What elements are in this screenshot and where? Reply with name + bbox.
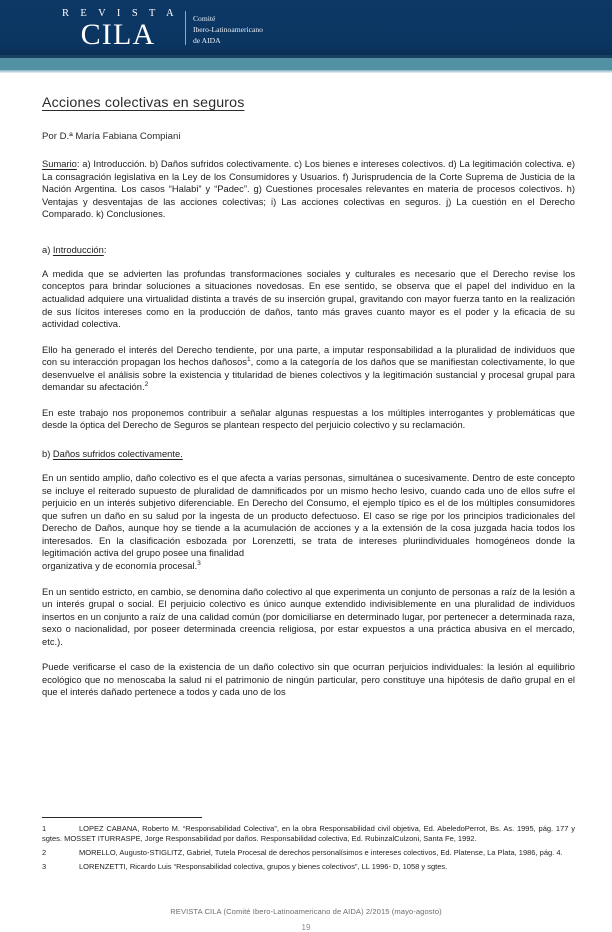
logo-subtitle-line-1: Comité [192,14,216,23]
section-b-title: Daños sufridos colectivamente. [52,449,183,459]
footnote-text: LOPEZ CABANA, Roberto M. “Responsabilidad Colectiva”, en la obra Responsabilidad civil objetiva, Ed. AbeledoPerrot, Bs. As. 1995, pág. 177 y sgtes. MOSSET ITURRASPE, Jorge Responsabilidad por daños. Responsabilidad colectiva, Ed. RubinzalCulzoni, Santa Fe, 1992. [42,824,575,843]
page-title: Acciones colectivas en seguros [42,95,245,111]
logo-vertical-divider [185,11,186,45]
footnote-ref-1: 1 [246,356,251,364]
footnote-item [42,848,575,858]
section-b-prefix: b) [42,449,53,459]
footnote-item [42,824,575,844]
section-a-prefix: a) [42,244,53,255]
paragraph-intro-2-part-a: Ello ha generado el interés del Derecho tendiente, por una parte, a imputar responsabilidad a la pluralidad de individuos que con su interacción propagan los hechos dañosos [42,344,575,368]
footnote-ref-3: 3 [197,559,201,567]
logo-wordmark [58,9,178,49]
paragraph-b-1 [42,472,575,560]
document-page [0,95,612,932]
footnote-number: 3 [42,861,47,871]
footnote-text: LORENZETTI, Ricardo Luis “Responsabilidad colectiva, grupos y bienes colectivos”, LL 1996- D, 1058 y sgtes. [79,861,448,871]
section-a-title: Introducción [52,244,104,255]
paragraph-intro-1: A medida que se advierten las profundas transformaciones sociales y culturales es necesario que el Derecho revise los conceptos para brindar soluciones a situaciones novedosas. En ese sentido, se observa que el papel del individuo en la actualidad adquiere una virtualidad distinta a través de su inserción grupal, gravitando con mayor fuerza tanto en la realización de sus lícitos intereses como en la producción de daños, tanto más graves cuanto mayor es el poder y la eficacia de su actividad colectiva. [42,268,575,330]
paragraph-b-2: En un sentido estricto, en cambio, se denomina daño colectivo al que experimenta un conjunto de personas a raíz de la lesión a un interés grupal o social. El perjuicio colectivo es único aunque extendido indivisiblemente en una pluralidad de individuos insertos en un conjunto a raíz de una calidad común (por domiciliarse en determinado lugar, por pertenecer a determinada raza, sexo o nacionalidad, por poseer determinada creencia religiosa, por estar expuestos a una práctica abusiva en el mercado, etc.). [42,586,575,647]
paragraph-intro-2-part-b: , como a la categoría de los daños que se manifiestan colectivamente, lo que desenvuelve el análisis sobre la existencia y titularidad de bienes colectivos y la legitimación sustancial y procesal grupal para demandar su afectación. [42,357,575,393]
masthead-banner [0,0,612,73]
paragraph-intro-3: En este trabajo nos proponemos contribuir a señalar algunas respuestas a los múltiples interrogantes y problemáticas que desde la óptica del Derecho de Seguros se plantean respecto del perjuicio colectivo y su reclamación. [42,407,575,431]
masthead-teal-fade [0,70,612,73]
article-author: Por D.ª María Fabiana Compiani [42,131,181,142]
footnote-item [42,862,575,872]
logo-subtitle [193,13,263,49]
page-footer [0,907,612,932]
paragraph-b-1-part-a: En un sentido amplio, daño colectivo es el que afecta a varias personas, simultánea o sucesivamente. Dentro de este concepto se incluye el reiterado supuesto de pluralidad de damnificados por un mismo hecho lesivo, cuando cada uno de ellos sufre el perjuicio en un interés subjetivo diferenciable. En Derecho del Consumo, el ejemplo típico es el de los múltiples consumidores que sufren un daño en su salud por la ingesta de un producto defectuoso. El caso se rige por los principios tradicionales del Derecho de Daños, aunque hoy se tiende a la acumulación de acciones y a la extensión de la cosa juzgada hacia todos los interesados. En la clasificación esbozada por Lorenzetti, se trata de intereses pluriindividuales homogéneos donde la legitimación activa del grupo posee una finalidad [42,473,575,559]
page-number: 19 [301,923,311,932]
logo-subtitle-line-2: Ibero-Latinoamericano [192,25,263,34]
paragraph-b-3: Puede verificarse el caso de la existencia de un daño colectivo sin que ocurran perjuicios individuales: la lesión al equilibrio ecológico que no menoscaba la salud ni el patrimonio de ningún particular, pero constituye una hipótesis de daño grupal en el que el interés dañado pertenece a todos y cada uno de los [42,662,575,698]
footnote-number: 1 [42,824,47,833]
summary-paragraph [42,158,575,221]
section-a-suffix: : [103,244,107,255]
journal-logo [58,9,263,49]
logo-cila-text: CILA [80,17,156,51]
summary-label: Sumario [42,159,77,169]
paragraph-intro-2 [42,344,575,394]
summary-text: : a) Introducción. b) Daños sufridos colectivamente. c) Los bienes e intereses colectivos. d) La legitimación colectiva. e) La consagración legislativa en la Ley de los Consumidores y Usuarios. f) Jurisprudencia de la Corte Suprema de Justicia de la Nación Argentina. Los casos “Halabi” y “Padec”. g) Cuestiones procesales relevantes en materia de procesos colectivos. h) Ventajas y desventajas de las acciones colectivas; i) Las acciones colectivas en seguros. j) La cuestión en el Derecho Comparado. k) Conclusiones. [42,159,575,220]
logo-revista-text: R E V I S T A [62,8,178,19]
section-heading-b [42,449,575,459]
footer-citation: REVISTA CILA (Comité Ibero-Latinoamericano de AIDA) 2/2015 (mayo-agosto) [170,907,442,916]
footnote-separator-rule [42,817,202,818]
paragraph-b-1-part-b: organizativa y de economía procesal. [42,560,198,571]
paragraph-b-1-tail [42,560,575,573]
footnotes-section [42,817,575,876]
footnote-number: 2 [42,847,47,857]
logo-subtitle-line-3: de AIDA [192,36,221,45]
footnote-ref-2: 2 [144,381,149,389]
section-heading-a [42,245,575,255]
footnote-text: MORELLO, Augusto-STIGLITZ, Gabriel, Tutela Procesal de derechos personalísimos e intereses colectivos, Ed. Platense, La Plata, 1986, pág. 4. [79,847,563,857]
